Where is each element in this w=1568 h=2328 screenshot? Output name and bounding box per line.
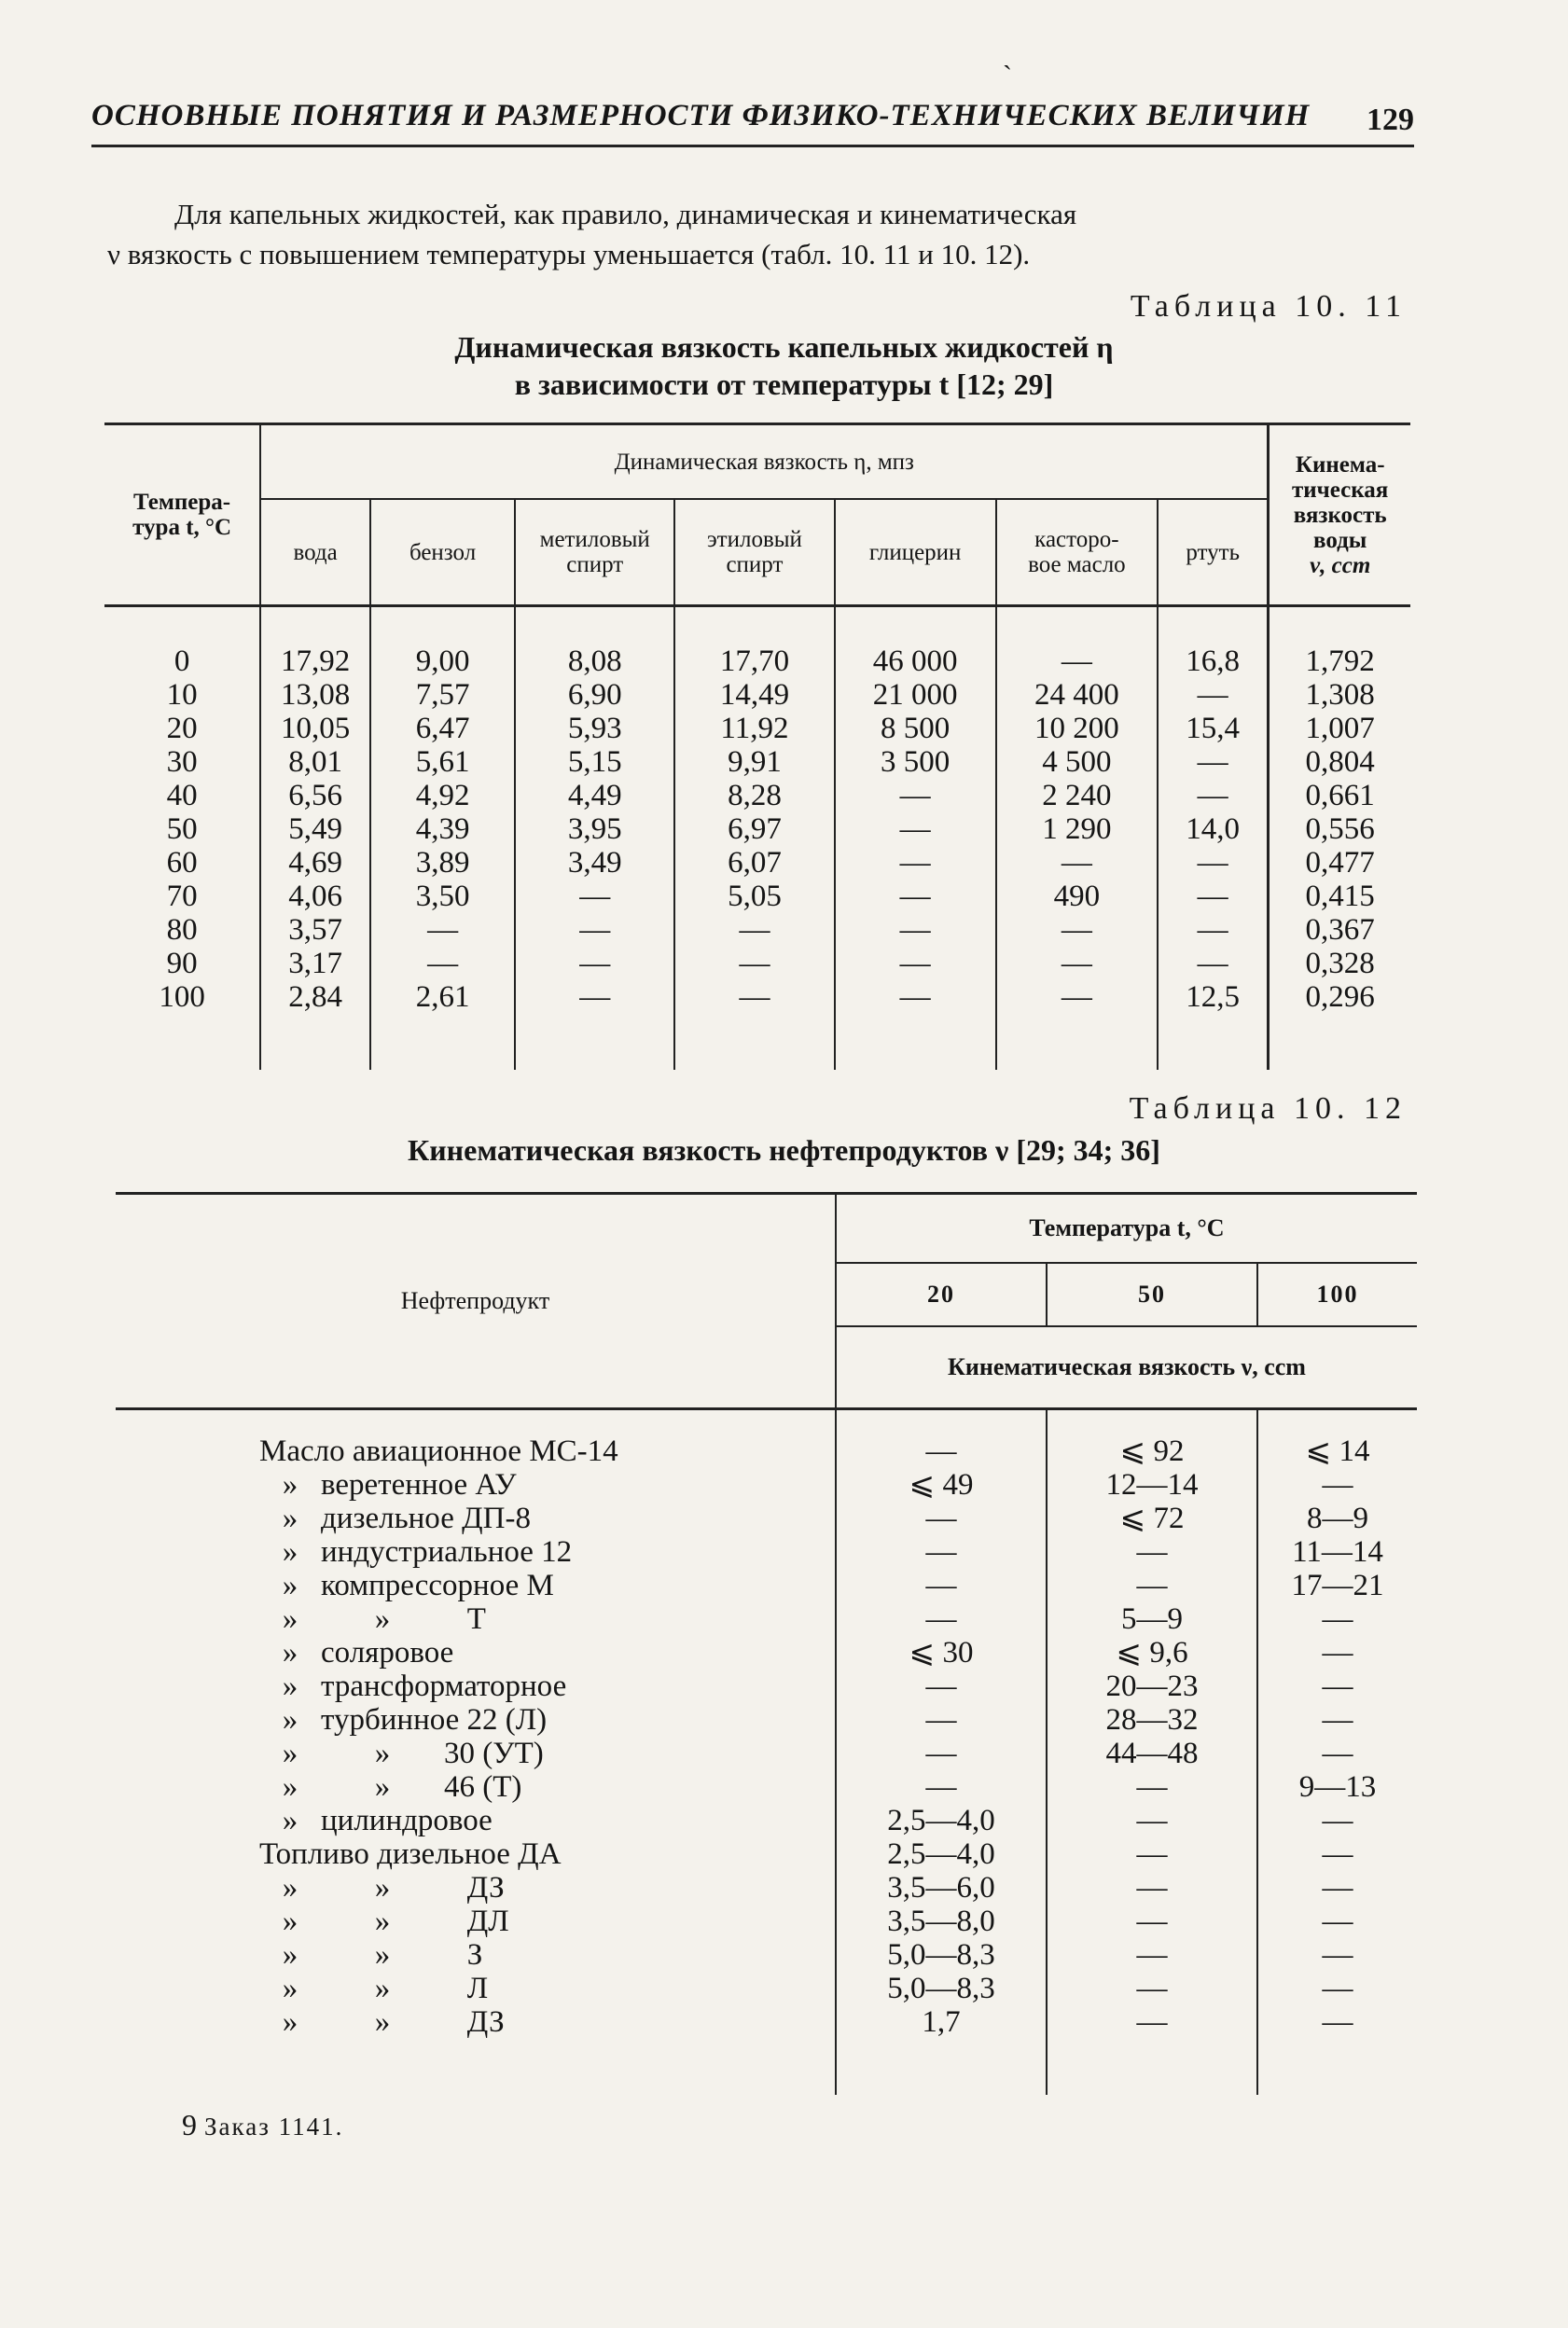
table-cell: — <box>996 913 1158 947</box>
spacer-cell <box>836 1409 1047 1435</box>
table-cell: — <box>1047 1535 1257 1569</box>
temperature-20: 20 <box>836 1263 1047 1326</box>
table-cell: — <box>835 980 996 1014</box>
table-cell: 4,69 <box>260 846 370 880</box>
table-cell: — <box>1257 1703 1417 1737</box>
intro-line: Для капельных жидкостей, как правило, динамическая и кинематическая <box>174 198 1077 230</box>
table-cell: ⩽ 49 <box>836 1468 1047 1502</box>
table-row <box>116 1468 1417 1502</box>
table-cell: 5,0—8,3 <box>836 1938 1047 1972</box>
table-cell: » трансформаторное <box>259 1670 567 1703</box>
spacer-cell <box>674 606 834 645</box>
table-cell: — <box>370 913 515 947</box>
column-header-line: спирт <box>566 552 624 577</box>
table-cell: 14,0 <box>1158 812 1269 846</box>
intro-line: ν вязкость с повышением температуры уменьшается (табл. 10. 11 и 10. 12). <box>107 238 1031 270</box>
table-cell: ⩽ 92 <box>1047 1434 1257 1468</box>
table-cell: 6,47 <box>370 712 515 745</box>
temperature-header-line: тура t, °С <box>132 515 232 540</box>
spacer-cell <box>1257 2039 1417 2095</box>
spacer-cell <box>515 606 674 645</box>
spacer-cell <box>1269 606 1410 645</box>
table-cell: 50 <box>166 812 198 846</box>
table-cell: 11—14 <box>1257 1535 1417 1569</box>
table-1-body <box>104 606 1410 1071</box>
table-cell: — <box>1047 1972 1257 2005</box>
table-1-title-line: Динамическая вязкость капельных жидкостей η <box>454 330 1114 364</box>
table-cell: 0,328 <box>1269 947 1410 980</box>
table-cell: » » Т <box>259 1602 486 1636</box>
table-cell: 0,804 <box>1269 745 1410 779</box>
dynamic-viscosity-header: Динамическая вязкость η, мпз <box>260 424 1269 500</box>
table-cell: — <box>836 1670 1047 1703</box>
table-cell: 8,28 <box>674 779 834 812</box>
table-cell: 3,5—6,0 <box>836 1871 1047 1905</box>
table-cell: — <box>1158 745 1269 779</box>
pen-mark: ˏ <box>1003 39 1012 70</box>
table-cell: — <box>1257 1636 1417 1670</box>
table-row <box>116 1905 1417 1938</box>
table-cell: 0,367 <box>1269 913 1410 947</box>
kinematic-header-line: ν, ccm <box>1310 552 1371 578</box>
table-cell: 2,61 <box>370 980 515 1014</box>
table-cell: 1,308 <box>1269 678 1410 712</box>
table-cell: ⩽ 72 <box>1047 1502 1257 1535</box>
table-cell: 1 290 <box>996 812 1158 846</box>
table-row <box>116 1569 1417 1602</box>
temperature-100: 100 <box>1257 1263 1417 1326</box>
table-cell: 2,5—4,0 <box>836 1804 1047 1837</box>
table-cell: 80 <box>166 913 198 947</box>
table-cell: — <box>835 947 996 980</box>
table-cell: 11,92 <box>674 712 834 745</box>
table-cell: 5,15 <box>515 745 674 779</box>
table-cell: 0,556 <box>1269 812 1410 846</box>
header-title: ОСНОВНЫЕ ПОНЯТИЯ И РАЗМЕРНОСТИ ФИЗИКО-ТЕХНИЧЕСКИХ ВЕЛИЧИН <box>91 99 1311 132</box>
table-cell: — <box>1257 1737 1417 1770</box>
table-cell: — <box>1047 1804 1257 1837</box>
table-row <box>116 1602 1417 1636</box>
table-cell: — <box>836 1502 1047 1535</box>
table-cell: » соляровое <box>259 1636 454 1670</box>
column-header-methanol <box>515 499 674 606</box>
table-row <box>104 947 1410 980</box>
column-header-line: метиловый <box>539 527 650 552</box>
table-cell: » цилиндровое <box>259 1804 493 1837</box>
table-2-title <box>0 1131 1568 1169</box>
table-cell: 3,5—8,0 <box>836 1905 1047 1938</box>
table-cell: — <box>836 1703 1047 1737</box>
table-cell: — <box>996 644 1158 678</box>
table-row <box>116 1972 1417 2005</box>
table-cell: — <box>1257 1468 1417 1502</box>
spacer-cell <box>370 1014 515 1070</box>
table-cell: 3,89 <box>370 846 515 880</box>
table-cell: — <box>1257 2005 1417 2039</box>
temperature-header <box>104 424 260 606</box>
table-cell: 2,5—4,0 <box>836 1837 1047 1871</box>
column-header-glycerin: глицерин <box>835 499 996 606</box>
table-cell: » индустриальное 12 <box>259 1535 573 1569</box>
table-cell: 8 500 <box>835 712 996 745</box>
table-1-title <box>0 328 1568 403</box>
table-cell: 3,17 <box>260 947 370 980</box>
table-cell: 4 500 <box>996 745 1158 779</box>
table-1 <box>104 423 1410 1070</box>
temperature-50: 50 <box>1047 1263 1257 1326</box>
table-cell: 3,57 <box>260 913 370 947</box>
table-cell: — <box>835 913 996 947</box>
spacer-cell <box>116 2039 836 2095</box>
table-cell: — <box>1158 880 1269 913</box>
table-cell: 5,0—8,3 <box>836 1972 1047 2005</box>
table-cell: — <box>370 947 515 980</box>
spacer-cell <box>1158 1014 1269 1070</box>
table-2-number: Таблица 10. 12 <box>1129 1091 1407 1126</box>
table-cell: 14,49 <box>674 678 834 712</box>
table-cell: — <box>835 812 996 846</box>
page-number: 129 <box>1367 103 1414 137</box>
spacer-cell <box>1047 1409 1257 1435</box>
table-cell: 0,477 <box>1269 846 1410 880</box>
table-cell: — <box>836 1770 1047 1804</box>
kinematic-header-line: вязкость <box>1293 502 1387 528</box>
table-cell: 3,50 <box>370 880 515 913</box>
table-row <box>104 745 1410 779</box>
table-cell: — <box>1158 913 1269 947</box>
table-cell: 17,92 <box>260 644 370 678</box>
table-cell: 12,5 <box>1158 980 1269 1014</box>
table-cell: — <box>1047 2005 1257 2039</box>
footer-note <box>182 2108 343 2142</box>
table-cell: — <box>1047 1871 1257 1905</box>
table-cell: 15,4 <box>1158 712 1269 745</box>
column-header-line: вое масло <box>1028 552 1126 577</box>
table-row <box>116 1837 1417 1871</box>
table-cell: 5—9 <box>1047 1602 1257 1636</box>
spacer-cell <box>835 606 996 645</box>
table-cell: — <box>1257 1837 1417 1871</box>
kinematic-header-line: тическая <box>1292 477 1389 503</box>
spacer-cell <box>260 606 370 645</box>
table-cell: ⩽ 9,6 <box>1047 1636 1257 1670</box>
table-cell: » » З <box>259 1938 483 1972</box>
table-cell: 6,97 <box>674 812 834 846</box>
table-cell: 5,05 <box>674 880 834 913</box>
table-cell: 0,296 <box>1269 980 1410 1014</box>
table-cell: — <box>1257 1972 1417 2005</box>
table-cell: 1,792 <box>1269 644 1410 678</box>
table-cell: 70 <box>166 880 198 913</box>
spacer-cell <box>104 1014 260 1070</box>
table-cell: 17,70 <box>674 644 834 678</box>
table-cell: — <box>835 779 996 812</box>
table-cell: 3,49 <box>515 846 674 880</box>
table-cell: 7,57 <box>370 678 515 712</box>
table-cell: 30 <box>166 745 198 779</box>
table-cell: 9—13 <box>1257 1770 1417 1804</box>
table-row <box>116 1502 1417 1535</box>
product-header: Нефтепродукт <box>116 1194 836 1409</box>
table-cell: 4,92 <box>370 779 515 812</box>
table-cell: 17—21 <box>1257 1569 1417 1602</box>
spacer-cell <box>104 606 260 645</box>
table-cell: 0,661 <box>1269 779 1410 812</box>
table-row <box>104 846 1410 880</box>
table-row <box>116 1703 1417 1737</box>
table-cell: — <box>1257 1905 1417 1938</box>
column-header-line: этиловый <box>706 527 802 552</box>
table-cell: — <box>1257 1602 1417 1636</box>
table-cell: » веретенное АУ <box>259 1468 517 1502</box>
spacer-cell <box>370 606 515 645</box>
table-cell: ⩽ 30 <box>836 1636 1047 1670</box>
table-cell: — <box>1158 779 1269 812</box>
table-row <box>116 1804 1417 1837</box>
table-cell: 20—23 <box>1047 1670 1257 1703</box>
column-header-ethanol <box>674 499 834 606</box>
table-cell: 10 <box>166 678 198 712</box>
table-cell: 8,01 <box>260 745 370 779</box>
table-2-body <box>116 1409 1417 2096</box>
kinematic-viscosity-header <box>1269 424 1410 606</box>
table-cell: 4,49 <box>515 779 674 812</box>
table-cell: 0 <box>173 644 190 678</box>
kinematic-header-line: воды <box>1313 527 1367 553</box>
table-cell: — <box>996 980 1158 1014</box>
table-cell: ⩽ 14 <box>1257 1434 1417 1468</box>
table-cell: 16,8 <box>1158 644 1269 678</box>
table-cell: 4,06 <box>260 880 370 913</box>
table-row <box>116 1434 1417 1468</box>
table-cell: » » 46 (Т) <box>259 1770 522 1804</box>
table-cell: — <box>836 1737 1047 1770</box>
table-cell: — <box>836 1434 1047 1468</box>
spacer-cell <box>116 1409 836 1435</box>
spacer-cell <box>260 1014 370 1070</box>
table-cell: 5,49 <box>260 812 370 846</box>
column-header-line: спирт <box>726 552 784 577</box>
table-cell: — <box>674 913 834 947</box>
table-row <box>104 812 1410 846</box>
order-number: Заказ 1141. <box>204 2113 344 2141</box>
table-cell: 90 <box>166 947 198 980</box>
table-cell: » турбинное 22 (Л) <box>259 1703 548 1737</box>
spacer-cell <box>1257 1409 1417 1435</box>
table-cell: 20 <box>166 712 198 745</box>
table-cell: 46 000 <box>835 644 996 678</box>
table-cell: — <box>515 947 674 980</box>
column-header-water: вода <box>260 499 370 606</box>
table-cell: — <box>835 846 996 880</box>
table-cell: 28—32 <box>1047 1703 1257 1737</box>
table-cell: 6,90 <box>515 678 674 712</box>
table-cell: — <box>836 1602 1047 1636</box>
spacer-cell <box>515 1014 674 1070</box>
table-cell: » дизельное ДП-8 <box>259 1502 531 1535</box>
column-header-castor-oil <box>996 499 1158 606</box>
table-cell: 9,91 <box>674 745 834 779</box>
table-cell: 4,39 <box>370 812 515 846</box>
table-cell: — <box>996 947 1158 980</box>
spacer-cell <box>1269 1014 1410 1070</box>
temperature-header: Температура t, °С <box>836 1194 1417 1264</box>
table-cell: Масло авиационное МС-14 <box>259 1434 618 1468</box>
table-cell: — <box>836 1569 1047 1602</box>
column-header-mercury: ртуть <box>1158 499 1269 606</box>
table-cell: 10 200 <box>996 712 1158 745</box>
table-cell: 8—9 <box>1257 1502 1417 1535</box>
table-row <box>116 1871 1417 1905</box>
spacer-cell <box>996 606 1158 645</box>
table-cell: — <box>674 980 834 1014</box>
table-cell: 2 240 <box>996 779 1158 812</box>
kinematic-viscosity-header: Кинематическая вязкость ν, ccm <box>836 1326 1417 1409</box>
table-cell: — <box>1257 1804 1417 1837</box>
table-cell: — <box>1047 1837 1257 1871</box>
table-cell: — <box>515 880 674 913</box>
table-cell: — <box>1257 1871 1417 1905</box>
kinematic-header-line: Кинема- <box>1295 451 1385 478</box>
table-cell: 100 <box>159 980 205 1014</box>
table-cell: — <box>1158 846 1269 880</box>
table-cell: 12—14 <box>1047 1468 1257 1502</box>
table-cell: 6,56 <box>260 779 370 812</box>
table-cell: 3 500 <box>835 745 996 779</box>
table-row <box>104 712 1410 745</box>
table-cell: 13,08 <box>260 678 370 712</box>
table-cell: — <box>1047 1905 1257 1938</box>
column-header-line: касторо- <box>1034 527 1119 552</box>
table-cell: — <box>835 880 996 913</box>
table-cell: 2,84 <box>260 980 370 1014</box>
table-cell: » » ДЗ <box>259 1871 505 1905</box>
table-cell: — <box>515 980 674 1014</box>
table-cell: » компрессорное М <box>259 1569 554 1602</box>
table-cell: — <box>674 947 834 980</box>
table-cell: 1,007 <box>1269 712 1410 745</box>
table-row <box>116 1636 1417 1670</box>
spacer-cell <box>1047 2039 1257 2095</box>
table-1-title-line: в зависимости от температуры t [12; 29] <box>514 367 1054 401</box>
spacer-cell <box>674 1014 834 1070</box>
table-row <box>116 1535 1417 1569</box>
table-cell: 5,61 <box>370 745 515 779</box>
spacer-cell <box>996 1014 1158 1070</box>
table-cell: Топливо дизельное ДА <box>259 1837 562 1871</box>
table-cell: — <box>996 846 1158 880</box>
column-header-benzene: бензол <box>370 499 515 606</box>
spacer-cell <box>835 1014 996 1070</box>
table-row <box>104 779 1410 812</box>
table-cell: 8,08 <box>515 644 674 678</box>
table-cell: 21 000 <box>835 678 996 712</box>
table-cell: — <box>1047 1938 1257 1972</box>
header-rule <box>91 145 1414 147</box>
table-cell: — <box>1158 947 1269 980</box>
table-row <box>104 980 1410 1014</box>
table-cell: — <box>1047 1770 1257 1804</box>
table-cell: 3,95 <box>515 812 674 846</box>
table-row <box>104 678 1410 712</box>
table-cell: » » ДЛ <box>259 1905 509 1938</box>
table-cell: 10,05 <box>260 712 370 745</box>
table-cell: — <box>1257 1670 1417 1703</box>
table-cell: — <box>836 1535 1047 1569</box>
table-cell: 1,7 <box>836 2005 1047 2039</box>
table-cell: » » Л <box>259 1972 489 2005</box>
table-2 <box>116 1192 1417 2095</box>
spacer-cell <box>836 2039 1047 2095</box>
table-cell: » » 30 (УТ) <box>259 1737 544 1770</box>
table-row <box>116 1938 1417 1972</box>
table-cell: 6,07 <box>674 846 834 880</box>
table-row <box>104 913 1410 947</box>
table-row <box>104 644 1410 678</box>
table-row <box>104 880 1410 913</box>
intro-paragraph <box>107 194 1413 274</box>
table-cell: 60 <box>166 846 198 880</box>
table-row <box>116 1670 1417 1703</box>
table-cell: 44—48 <box>1047 1737 1257 1770</box>
table-cell: 5,93 <box>515 712 674 745</box>
spacer-cell <box>1158 606 1269 645</box>
table-1-number: Таблица 10. 11 <box>1130 289 1407 324</box>
table-cell: 0,415 <box>1269 880 1410 913</box>
running-header <box>91 93 1414 147</box>
table-cell: — <box>1158 678 1269 712</box>
table-2-title-line: Кинематическая вязкость нефтепродуктов ν [29; 34; 36] <box>408 1133 1160 1167</box>
table-row <box>116 1737 1417 1770</box>
table-cell: — <box>1257 1938 1417 1972</box>
table-cell: — <box>1047 1569 1257 1602</box>
table-cell: — <box>515 913 674 947</box>
table-cell: 40 <box>166 779 198 812</box>
temperature-header-line: Темпера- <box>133 490 231 515</box>
table-cell: 9,00 <box>370 644 515 678</box>
table-cell: » » ДЗ <box>259 2005 505 2039</box>
table-row <box>116 2005 1417 2039</box>
table-cell: 490 <box>996 880 1158 913</box>
sheet-number: 9 <box>182 2108 197 2141</box>
table-row <box>116 1770 1417 1804</box>
table-cell: 24 400 <box>996 678 1158 712</box>
